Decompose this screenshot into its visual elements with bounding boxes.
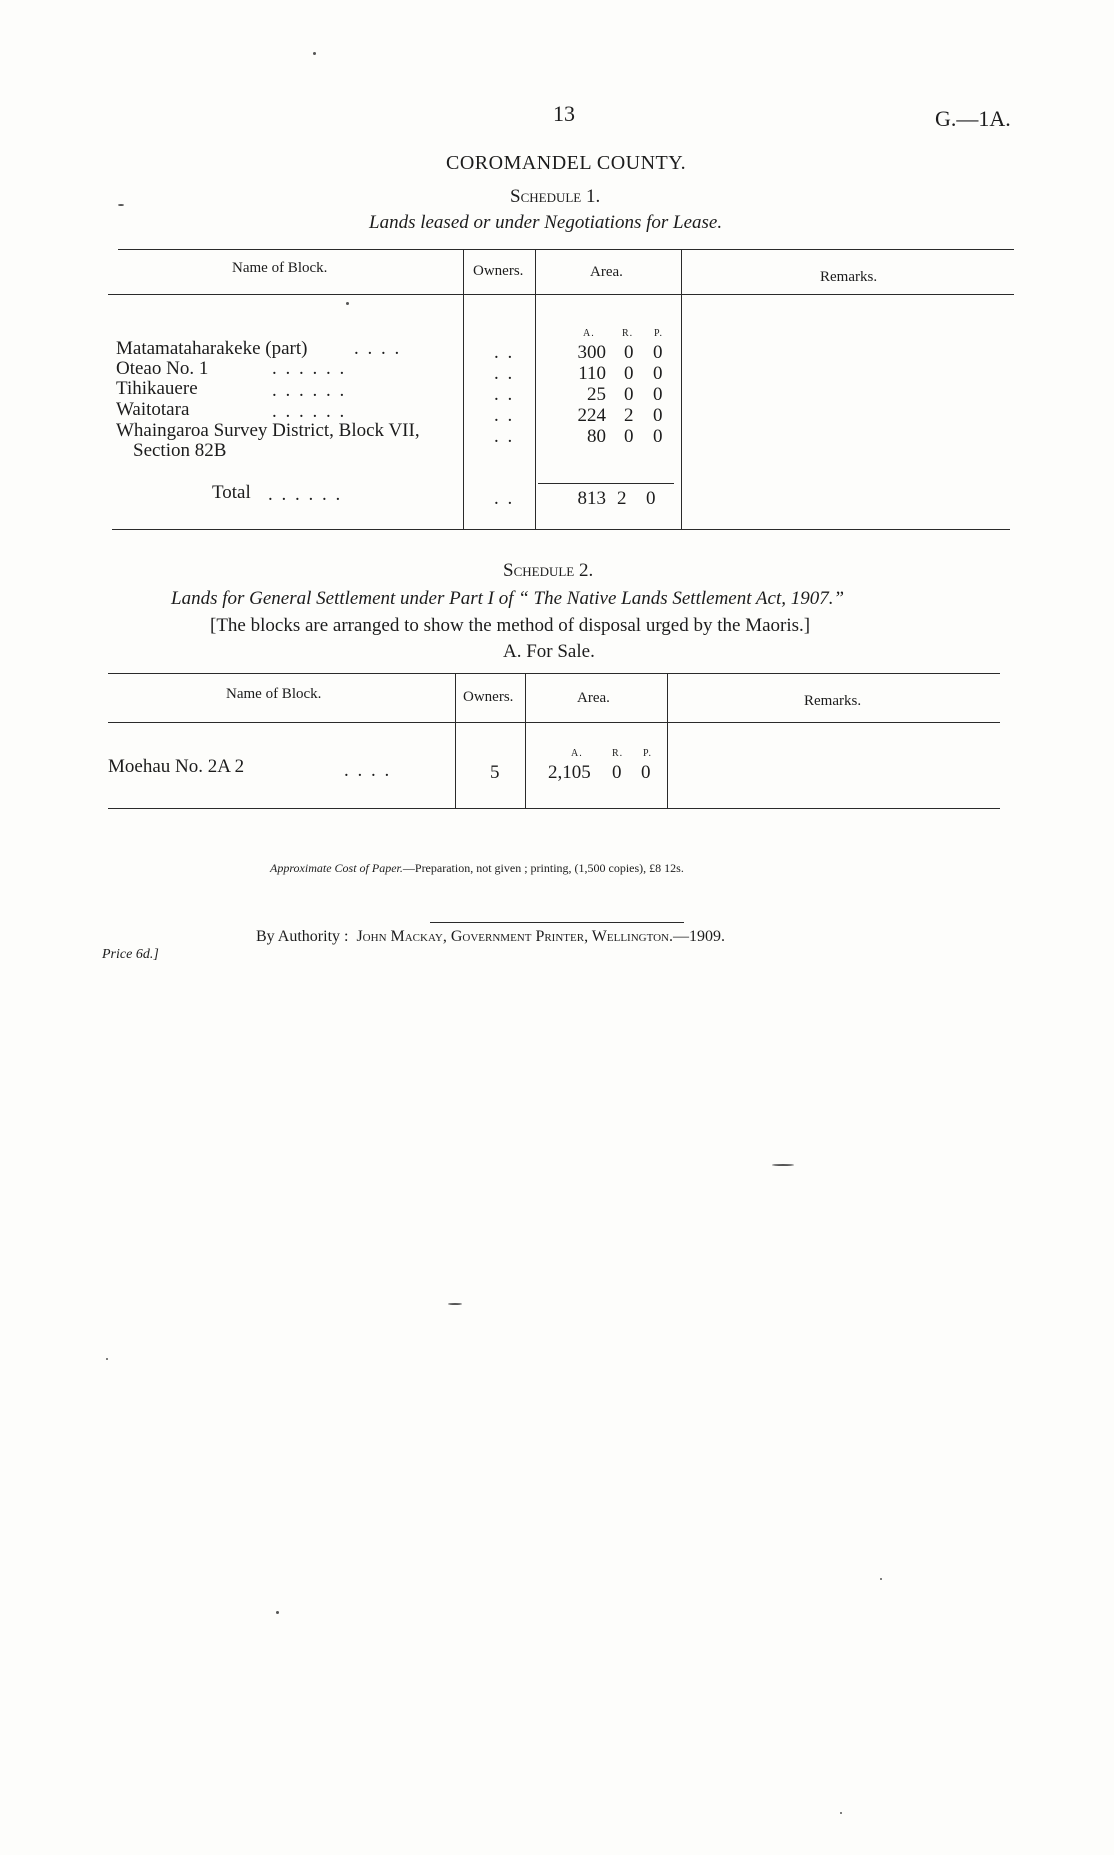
table-rule-top — [108, 673, 1000, 674]
owners-value: . . — [494, 405, 515, 426]
scan-speck — [880, 1578, 882, 1580]
authority-label: By Authority : — [256, 928, 349, 945]
column-header-name: Name of Block. — [226, 686, 322, 702]
col-divider — [535, 250, 536, 530]
scan-speck — [772, 1164, 794, 1166]
area-unit-roods: R. — [612, 748, 624, 759]
area-unit-perches: P. — [654, 328, 663, 339]
col-divider — [455, 674, 456, 808]
area-unit-perches: P. — [643, 748, 652, 759]
table-rule-header — [108, 722, 1000, 723]
area-unit-roods: R. — [622, 328, 634, 339]
schedule2-section: A. For Sale. — [503, 641, 595, 662]
column-header-owners: Owners. — [463, 689, 514, 705]
cost-text: —Preparation, not given ; printing, (1,500 copies), £8 12s. — [402, 861, 684, 875]
owners-value: . . — [494, 363, 515, 384]
leader-dots: . . . . . . — [268, 484, 343, 505]
scan-speck — [448, 1303, 462, 1305]
leader-dots: . . . . — [354, 338, 402, 359]
area-roods: 0 — [624, 342, 634, 363]
col-divider — [667, 674, 668, 808]
block-name: Matamataharakeke (part) — [116, 338, 308, 359]
column-header-remarks: Remarks. — [804, 693, 862, 709]
scan-speck — [118, 204, 124, 206]
area-perches: 0 — [653, 384, 663, 405]
county-title: COROMANDEL COUNTY. — [446, 152, 687, 174]
block-name: Whaingaroa Survey District, Block VII, — [116, 420, 420, 441]
area-acres: 2,105 — [548, 762, 591, 783]
scan-speck — [346, 302, 349, 305]
table-rule-header — [108, 294, 1014, 295]
printer-line: John Mackay, Government Printer, Wellington.—1909. — [356, 928, 725, 945]
scan-speck — [840, 1812, 842, 1814]
area-perches: 0 — [653, 342, 663, 363]
schedule1-subtitle: Lands leased or under Negotiations for Lease. — [369, 212, 723, 233]
schedule1-title: Schedule 1. — [510, 186, 601, 207]
area-perches: 0 — [653, 405, 663, 426]
block-name: Tihikauere — [116, 378, 198, 399]
schedule2-title: Schedule 2. — [503, 560, 594, 581]
area-acres: 300 — [577, 342, 606, 363]
area-roods: 0 — [624, 384, 634, 405]
area-perches: 0 — [653, 363, 663, 384]
area-acres: 110 — [578, 363, 606, 384]
area-acres: 80 — [587, 426, 606, 447]
column-header-name: Name of Block. — [232, 260, 328, 276]
schedule2-subtitle: Lands for General Settlement under Part I of “ The Native Lands Settlement Act, 1907.” — [171, 588, 845, 609]
table-rule-bottom — [112, 529, 1010, 530]
owners-value: . . — [494, 342, 515, 363]
total-acres: 813 — [577, 488, 606, 509]
column-header-remarks: Remarks. — [820, 269, 878, 285]
schedule2-note: [The blocks are arranged to show the method of disposal urged by the Maoris.] — [210, 615, 811, 636]
owners-value: . . — [494, 426, 515, 447]
col-divider — [681, 250, 682, 530]
scan-speck — [313, 52, 316, 55]
imprint — [256, 928, 725, 946]
leader-dots: . . . . — [344, 760, 392, 781]
area-roods: 0 — [612, 762, 622, 783]
area-perches: 0 — [653, 426, 663, 447]
cost-note — [270, 861, 684, 876]
area-roods: 0 — [624, 363, 634, 384]
page-number: 13 — [553, 101, 575, 126]
leader-dots: . . . . . . — [272, 358, 347, 379]
area-unit-acres: A. — [571, 748, 583, 759]
owners-value: 5 — [490, 762, 500, 783]
area-perches: 0 — [641, 762, 651, 783]
area-acres: 224 — [577, 405, 606, 426]
leader-dots: . . . . . . — [272, 380, 347, 401]
block-name: Oteao No. 1 — [116, 358, 209, 379]
total-label: Total — [212, 482, 251, 503]
total-perches: 0 — [646, 488, 656, 509]
block-name: Waitotara — [116, 399, 190, 420]
imprint-rule — [430, 922, 684, 923]
area-roods: 2 — [624, 405, 634, 426]
owners-value: . . — [494, 384, 515, 405]
document-reference: G.—1A. — [935, 106, 1011, 131]
column-header-area: Area. — [590, 264, 623, 280]
area-roods: 0 — [624, 426, 634, 447]
total-roods: 2 — [617, 488, 627, 509]
owners-value: . . — [494, 488, 515, 509]
scan-speck — [276, 1611, 279, 1614]
block-name-continued: Section 82B — [133, 440, 227, 461]
leader-dots: . . . . . . — [272, 401, 347, 422]
cost-label: Approximate Cost of Paper. — [270, 861, 403, 875]
col-divider — [463, 250, 464, 530]
price-note: Price 6d.] — [102, 947, 159, 962]
total-rule — [538, 483, 674, 484]
block-name: Moehau No. 2A 2 — [108, 756, 245, 777]
area-acres: 25 — [587, 384, 606, 405]
scan-speck — [106, 1358, 108, 1360]
column-header-area: Area. — [577, 690, 610, 706]
table-rule-top — [118, 249, 1014, 250]
col-divider — [525, 674, 526, 808]
column-header-owners: Owners. — [473, 263, 524, 279]
area-unit-acres: A. — [583, 328, 595, 339]
table-rule-bottom — [108, 808, 1000, 809]
